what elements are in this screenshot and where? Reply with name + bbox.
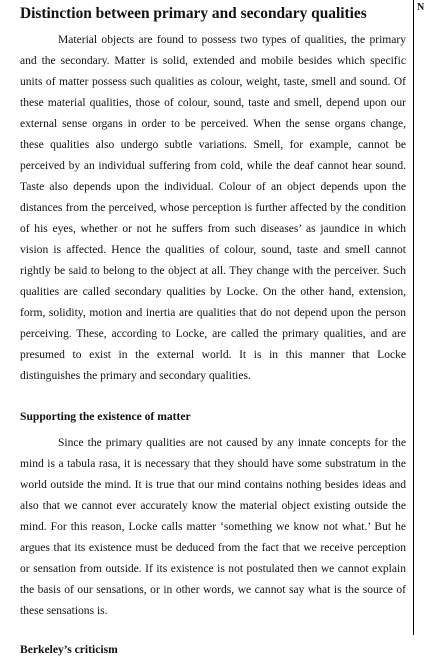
paragraph-primary-secondary: Material objects are found to possess two types of qualities, the primary and the secondary. Matter is solid, extended and mobile besides which specific units of matter possess such qualities as colour, weight, taste, smell and sound. Of these material qualities, those of colour, sound, taste and smell, depend upon our external sense organs in order to be perceived. When the sense organs change, these qualities also undergo subtle variations. Smell, for example, cannot be perceived by an individual suffering from cold, while the deaf cannot hear sound. Taste also depends upon the individual. Colour of an object depends upon the distances from the perceived, whose perception is further affected by the condition of his eyes, whether or not he suffers from such diseases’ as jaundice in which vision is affected. Hence the qualities of colour, sound, taste and smell cannot rightly be said to belong to the object at all. They change with the perceiver. Such qualities are called secondary qualities by Locke. On the other hand, extension, form, solidity, motion and inertia are qualities that do not depend upon the person perceiving. These, according to Locke, are called the primary qualities, and are presumed to exist in the external world. It is in this manner that Locke distinguishes the primary and secondary qualities. (20, 34, 406, 382)
page-content (20, 4, 406, 658)
section-heading: Distinction between primary and secondary qualities (20, 5, 367, 22)
subheading-existence-of-matter: Supporting the existence of matter (20, 410, 191, 423)
spacer (20, 387, 406, 409)
subheading-berkeley-criticism: Berkeley’s criticism (20, 643, 118, 656)
spacer (20, 425, 406, 433)
paragraph-existence-of-matter: Since the primary qualities are not caused by any innate concepts for the mind is a tabula rasa, it is necessary that they should have some substratum in the world outside the mind. It is true that our mind contains nothing besides ideas and also that we cannot ever accurately know the material object existing outside the mind. For this reason, Locke calls matter ‘something we know not what.’ But he argues that its existence must be deduced from the fact that we receive perception or sensation from outside. If its existence is not postulated then we cannot explain the basis of our sensations, or in other words, we cannot say what is the source of these sensations is. (20, 437, 406, 617)
margin-rule (413, 0, 414, 635)
margin-mark: N (417, 2, 425, 13)
spacer (20, 622, 406, 642)
